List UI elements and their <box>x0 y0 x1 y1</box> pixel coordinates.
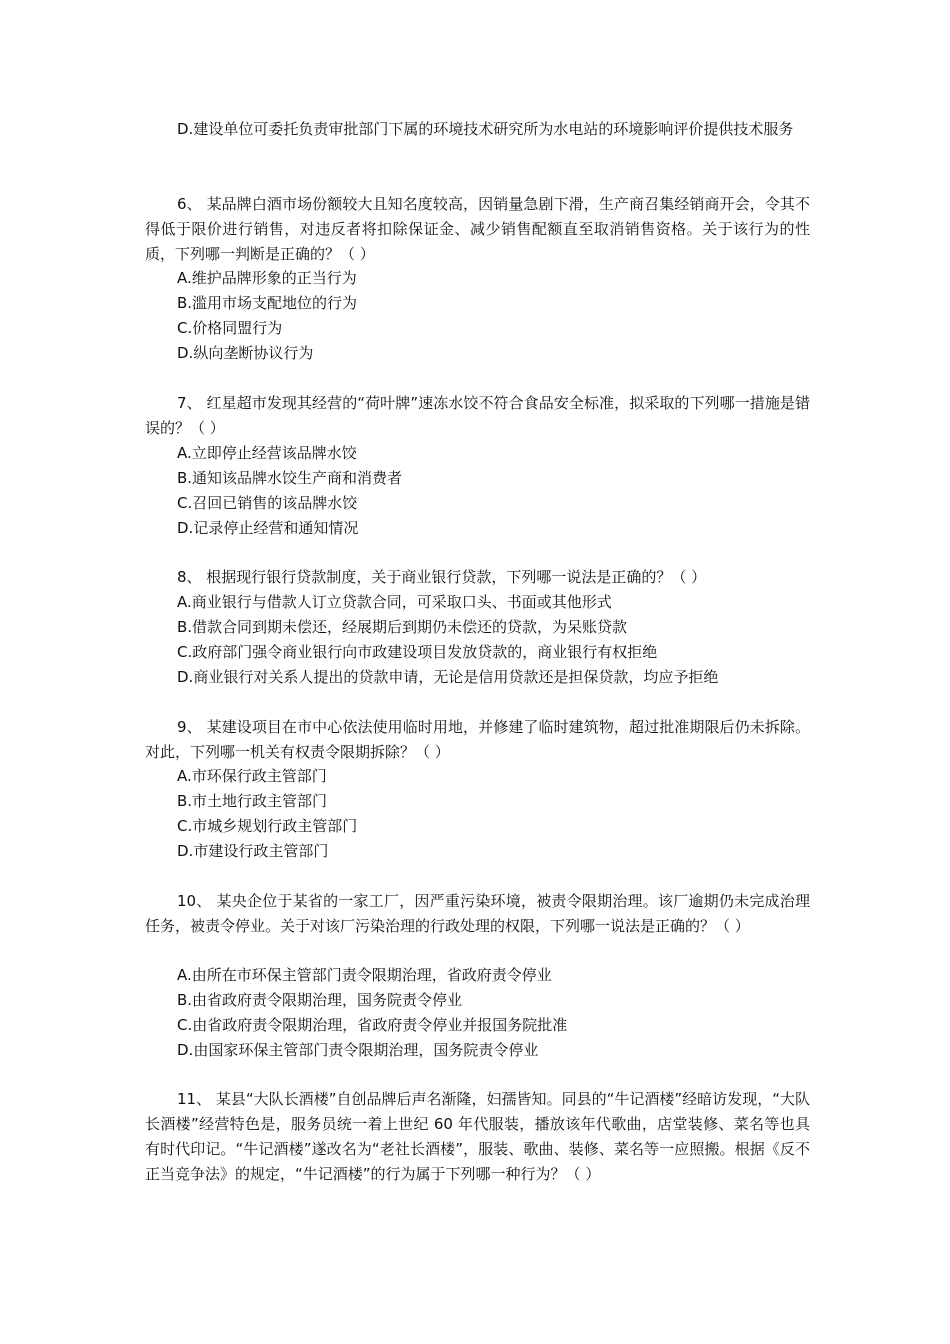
question-11-stem: 11、 某县“大队长酒楼”自创品牌后声名渐隆，妇孺皆知。同县的“牛记酒楼”经暗访发现，“大队长酒楼”经营特色是，服务员统一着上世纪 60 年代服装，播放该年代歌曲，店堂装修、菜名等也具有时代印记。“牛记酒楼”遂改名为“老社长酒楼”，服装、歌曲、装修、菜名等一应照搬。根据《反不正当竞争法》的规定，“牛记酒楼”的行为属于下列哪一种行为？（ ） <box>145 1090 810 1183</box>
question-6-stem: 6、 某品牌白酒市场份额较大且知名度较高，因销量急剧下滑，生产商召集经销商开会，令其不得低于限价进行销售，对违反者将扣除保证金、减少销售配额直至取消销售资格。关于该行为的性质，下列哪一判断是正确的？（ ） <box>145 195 810 263</box>
question-7-option-d: D.记录停止经营和通知情况 <box>177 519 359 537</box>
question-9-option-c: C.市城乡规划行政主管部门 <box>177 817 358 835</box>
question-7-option-a: A.立即停止经营该品牌水饺 <box>177 444 357 462</box>
question-9-stem: 9、 某建设项目在市中心依法使用临时用地，并修建了临时建筑物，超过批准期限后仍未拆除。对此，下列哪一机关有权责令限期拆除？（ ） <box>145 718 810 761</box>
question-6-option-b: B.滥用市场支配地位的行为 <box>177 294 358 312</box>
question-9-option-b: B.市土地行政主管部门 <box>177 792 328 810</box>
prev-question-option-d: D.建设单位可委托负责审批部门下属的环境技术研究所为水电站的环境影响评价提供技术服务 <box>177 120 794 138</box>
question-7-option-b: B.通知该品牌水饺生产商和消费者 <box>177 469 403 487</box>
question-10-option-d: D.由国家环保主管部门责令限期治理，国务院责令停业 <box>177 1041 539 1059</box>
question-6-option-d: D.纵向垄断协议行为 <box>177 344 314 362</box>
question-8-option-b: B.借款合同到期未偿还，经展期后到期仍未偿还的贷款，为呆账贷款 <box>177 618 628 636</box>
question-8-option-c: C.政府部门强令商业银行向市政建设项目发放贷款的，商业银行有权拒绝 <box>177 643 658 661</box>
question-6-option-a: A.维护品牌形象的正当行为 <box>177 269 357 287</box>
question-9-option-a: A.市环保行政主管部门 <box>177 767 327 785</box>
question-10-option-b: B.由省政府责令限期治理，国务院责令停业 <box>177 991 463 1009</box>
question-10-option-a: A.由所在市环保主管部门责令限期治理，省政府责令停业 <box>177 966 552 984</box>
question-8-option-d: D.商业银行对关系人提出的贷款申请，无论是信用贷款还是担保贷款，均应予拒绝 <box>177 668 719 686</box>
question-7-stem: 7、 红星超市发现其经营的“荷叶牌”速冻水饺不符合食品安全标准，拟采取的下列哪一措施是错误的？（ ） <box>145 394 810 437</box>
question-10-stem: 10、 某央企位于某省的一家工厂，因严重污染环境，被责令限期治理。该厂逾期仍未完成治理任务，被责令停业。关于对该厂污染治理的行政处理的权限，下列哪一说法是正确的？（ ） <box>145 892 810 935</box>
question-8-option-a: A.商业银行与借款人订立贷款合同，可采取口头、书面或其他形式 <box>177 593 612 611</box>
question-8-stem: 8、 根据现行银行贷款制度，关于商业银行贷款，下列哪一说法是正确的？（ ） <box>177 568 707 586</box>
question-9-option-d: D.市建设行政主管部门 <box>177 842 329 860</box>
question-10-option-c: C.由省政府责令限期治理，省政府责令停业并报国务院批准 <box>177 1016 568 1034</box>
question-7-option-c: C.召回已销售的该品牌水饺 <box>177 494 358 512</box>
question-6-option-c: C.价格同盟行为 <box>177 319 283 337</box>
